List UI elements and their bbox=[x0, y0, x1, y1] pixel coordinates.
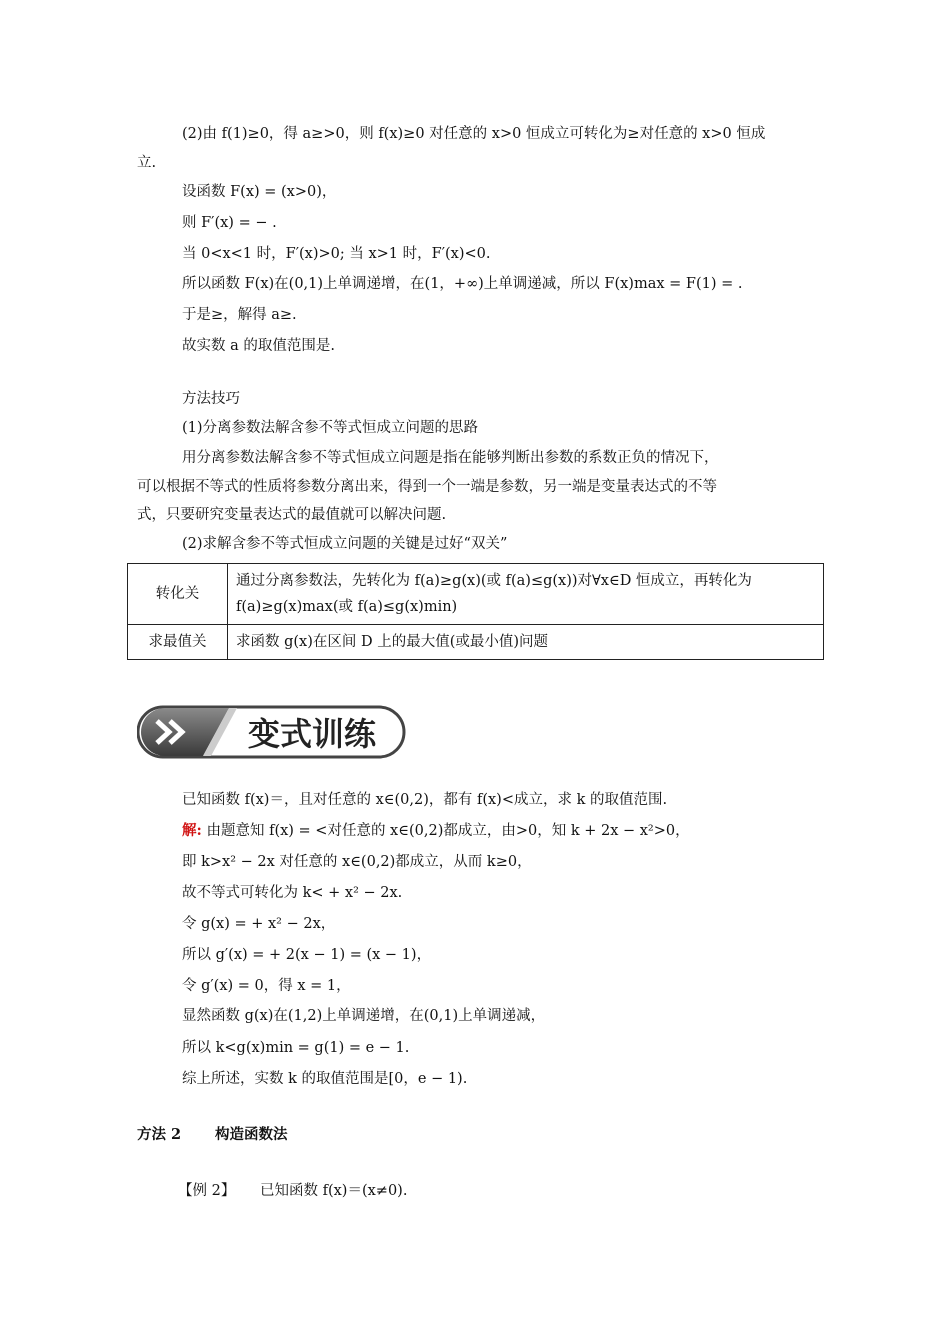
tips-p2: 可以根据不等式的性质将参数分离出来，得到一个一端是参数，另一端是变量表达式的不等 bbox=[137, 479, 717, 495]
solution-line-9: 综上所述，实数 k 的取值范围是[0，e − 1). bbox=[182, 1071, 468, 1087]
tips-sub1: (1)分离参数法解含参不等式恒成立问题的思路 bbox=[182, 420, 479, 436]
solution-line-4: 令 g(x) = + x² − 2x， bbox=[182, 916, 336, 932]
part2-line-2: 设函数 F(x) = (x>0)， bbox=[182, 184, 337, 200]
part2-line-4: 当 0<x<1 时，F′(x)>0; 当 x>1 时，F′(x)<0. bbox=[182, 246, 491, 262]
tips-sub2: (2)求解含参不等式恒成立问题的关键是过好“双关” bbox=[182, 536, 508, 552]
solution-label: 解: bbox=[182, 822, 202, 839]
solution-line-8: 所以 k<g(x)min = g(1) = e − 1. bbox=[182, 1040, 410, 1056]
part2-line-6: 于是≥，解得 a≥. bbox=[182, 307, 297, 323]
method-table bbox=[127, 563, 824, 660]
part2-line-1: (2)由 f(1)≥0，得 a≥>0，则 f(x)≥0 对任意的 x>0 恒成立可转化为≥对任意的 x>0 恒成 bbox=[182, 126, 766, 142]
solution-line-1 bbox=[182, 821, 690, 841]
table-key: 求最值关 bbox=[128, 625, 228, 660]
tips-p1: 用分离参数法解含参不等式恒成立问题是指在能够判断出参数的系数正负的情况下， bbox=[182, 450, 719, 466]
solution-line-2: 即 k>x² − 2x 对任意的 x∈(0,2)都成立，从而 k≥0， bbox=[182, 854, 532, 870]
part2-line-1b: 立. bbox=[137, 155, 157, 171]
table-value-line: 求函数 g(x)在区间 D 上的最大值(或最小值)问题 bbox=[236, 634, 549, 650]
part2-line-3: 则 F′(x) = − . bbox=[182, 215, 277, 231]
banner-title: 变式训练 bbox=[247, 715, 377, 753]
part2-line-7: 故实数 a 的取值范围是. bbox=[182, 338, 335, 354]
exercise-banner bbox=[137, 705, 407, 761]
banner-graphic bbox=[137, 705, 407, 761]
tips-heading: 方法技巧 bbox=[182, 391, 240, 407]
solution-line-3: 故不等式可转化为 k< + x² − 2x. bbox=[182, 885, 403, 901]
solution-line-7: 显然函数 g(x)在(1,2)上单调递增，在(0,1)上单调递减， bbox=[182, 1008, 546, 1024]
solution-line-6: 令 g′(x) = 0，得 x = 1， bbox=[182, 978, 351, 994]
table-value-line: f(a)≥g(x)max(或 f(a)≤g(x)min) bbox=[236, 599, 458, 615]
table-value bbox=[228, 625, 824, 660]
table-value-line: 通过分离参数法，先转化为 f(a)≥g(x)(或 f(a)≤g(x))对∀x∈D 恒成立，再转化为 bbox=[236, 573, 752, 589]
solution-line-5: 所以 g′(x) = + 2(x − 1) = (x − 1)， bbox=[182, 947, 432, 963]
table-row bbox=[128, 625, 824, 660]
method2-label: 方法 2 bbox=[137, 1126, 182, 1143]
solution-text: 由题意知 f(x) = <对任意的 x∈(0,2)都成立，由>0，知 k + 2x − x²>0， bbox=[201, 823, 690, 839]
table-value bbox=[228, 564, 824, 625]
table-key: 转化关 bbox=[128, 564, 228, 625]
example2-tag: 【例 2】 bbox=[178, 1183, 236, 1199]
exercise-question: 已知函数 f(x)＝，且对任意的 x∈(0,2)，都有 f(x)<成立，求 k 的取值范围. bbox=[182, 792, 668, 808]
tips-p3: 式，只要研究变量表达式的最值就可以解决问题. bbox=[137, 507, 447, 523]
method2-title: 构造函数法 bbox=[215, 1126, 288, 1143]
example2-text: 已知函数 f(x)＝(x≠0). bbox=[260, 1183, 408, 1199]
table-row bbox=[128, 564, 824, 625]
part2-line-5: 所以函数 F(x)在(0,1)上单调递增，在(1，+∞)上单调递减，所以 F(x)max = F(1) = . bbox=[182, 276, 743, 292]
